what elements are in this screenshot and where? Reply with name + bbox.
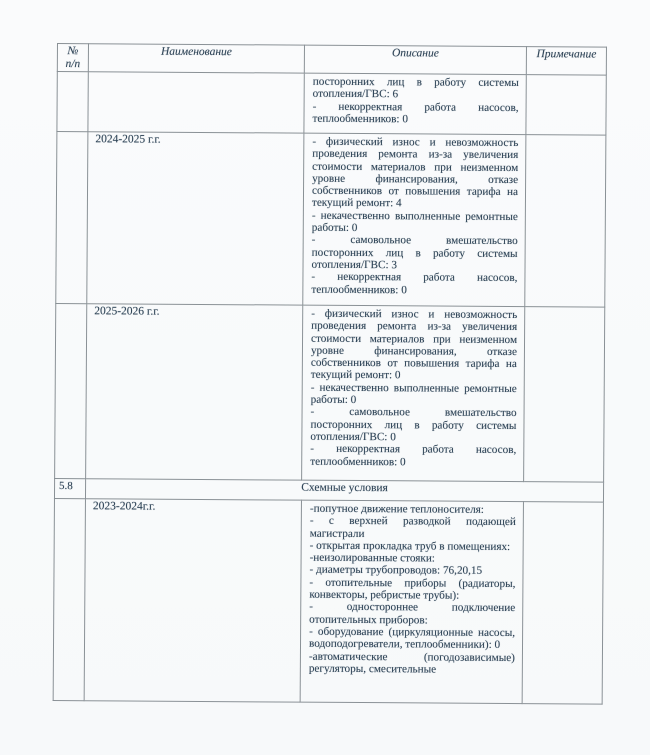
table-row-2025-2026 [55, 303, 605, 482]
row-number-cell [56, 132, 88, 304]
description-paragraph: - открытая прокладка труб в помещениях: [309, 539, 511, 553]
column-header-num-line2: п/п [65, 57, 81, 70]
description-paragraph: -неизолированные стояки: [309, 551, 435, 565]
row-number-cell [57, 72, 88, 132]
description-paragraph: - с верхней разводкой подающей магистрали [309, 514, 516, 540]
column-header-name: Наименование [88, 44, 304, 73]
description-paragraph: - самовольное вмешательство посторонних лиц в работу системы отопления/ГВС: 3 [311, 234, 518, 272]
row-number-cell [53, 498, 85, 700]
description-paragraph: - одностороннее подключение отопительных приборов: [309, 601, 516, 627]
column-header-note: Примечание [526, 47, 606, 76]
description-paragraph: - отопительные приборы (радиаторы, конвекторы, ребристые трубы): [309, 576, 516, 602]
description-paragraph: - некачественно выполненные ремонтные работы: 0 [310, 381, 517, 407]
note-cell [522, 502, 603, 705]
description-paragraph: - некорректная работа насосов, теплообменников: 0 [312, 100, 519, 126]
note-cell [526, 75, 606, 136]
section-title-cell: Схемные условия [85, 479, 603, 502]
name-cell [88, 72, 304, 133]
section-number-cell: 5.8 [54, 478, 85, 498]
description-cell [300, 500, 523, 703]
maintenance-table [53, 43, 607, 705]
column-header-num-line1: № [67, 45, 79, 58]
description-paragraph: - физический износ и невозможность проведения ремонта из-за увеличения стоимости материалов при неизменном уровне финансирования, отказе собственников от повышения тарифа на текущий ремонт: 4 [311, 135, 519, 210]
description-cell [303, 133, 526, 306]
description-paragraph: - физический износ и невозможность проведения ремонта из-за увеличения стоимости материалов при неизменном уровне финансирования, отказе собственников от повышения тарифа на текущий ремонт: 0 [310, 307, 518, 382]
column-header-num [57, 44, 88, 72]
name-cell: 2023-2024г.г. [84, 499, 301, 702]
table-row-2023-2024 [53, 498, 603, 704]
row-number-cell [55, 303, 87, 478]
note-cell [524, 307, 605, 483]
table-row-2024-2025 [56, 132, 606, 308]
description-paragraph: - некачественно выполненные ремонтные работы: 0 [311, 209, 518, 235]
name-cell: 2025-2026 г.г. [86, 304, 303, 480]
table-header-row [57, 44, 606, 76]
description-cell [302, 305, 525, 481]
description-paragraph: - некорректная работа насосов, теплообменников: 0 [310, 442, 517, 468]
description-paragraph: - самовольное вмешательство посторонних лиц в работу системы отопления/ГВС: 0 [310, 406, 517, 444]
description-paragraph: -автоматические (погодозависимые) регуляторы, смесительные [308, 650, 515, 676]
note-cell [525, 135, 606, 308]
description-cell [304, 73, 526, 134]
description-paragraph: посторонних лиц в работу системы отопления/ГВС: 6 [312, 75, 519, 101]
description-paragraph: - оборудование (циркуляционные насосы, водоподогреватели, теплообменники): 0 [308, 625, 516, 652]
description-paragraph: - диаметры трубопроводов: 76,20,15 [309, 564, 483, 578]
description-paragraph: -попутное движение теплоносителя: [309, 502, 484, 516]
name-cell: 2024-2025 г.г. [87, 132, 304, 305]
description-paragraph: - некорректная работа насосов, теплообменников: 0 [311, 270, 518, 296]
table-row-continuation [57, 72, 606, 136]
column-header-description: Описание [304, 45, 526, 74]
